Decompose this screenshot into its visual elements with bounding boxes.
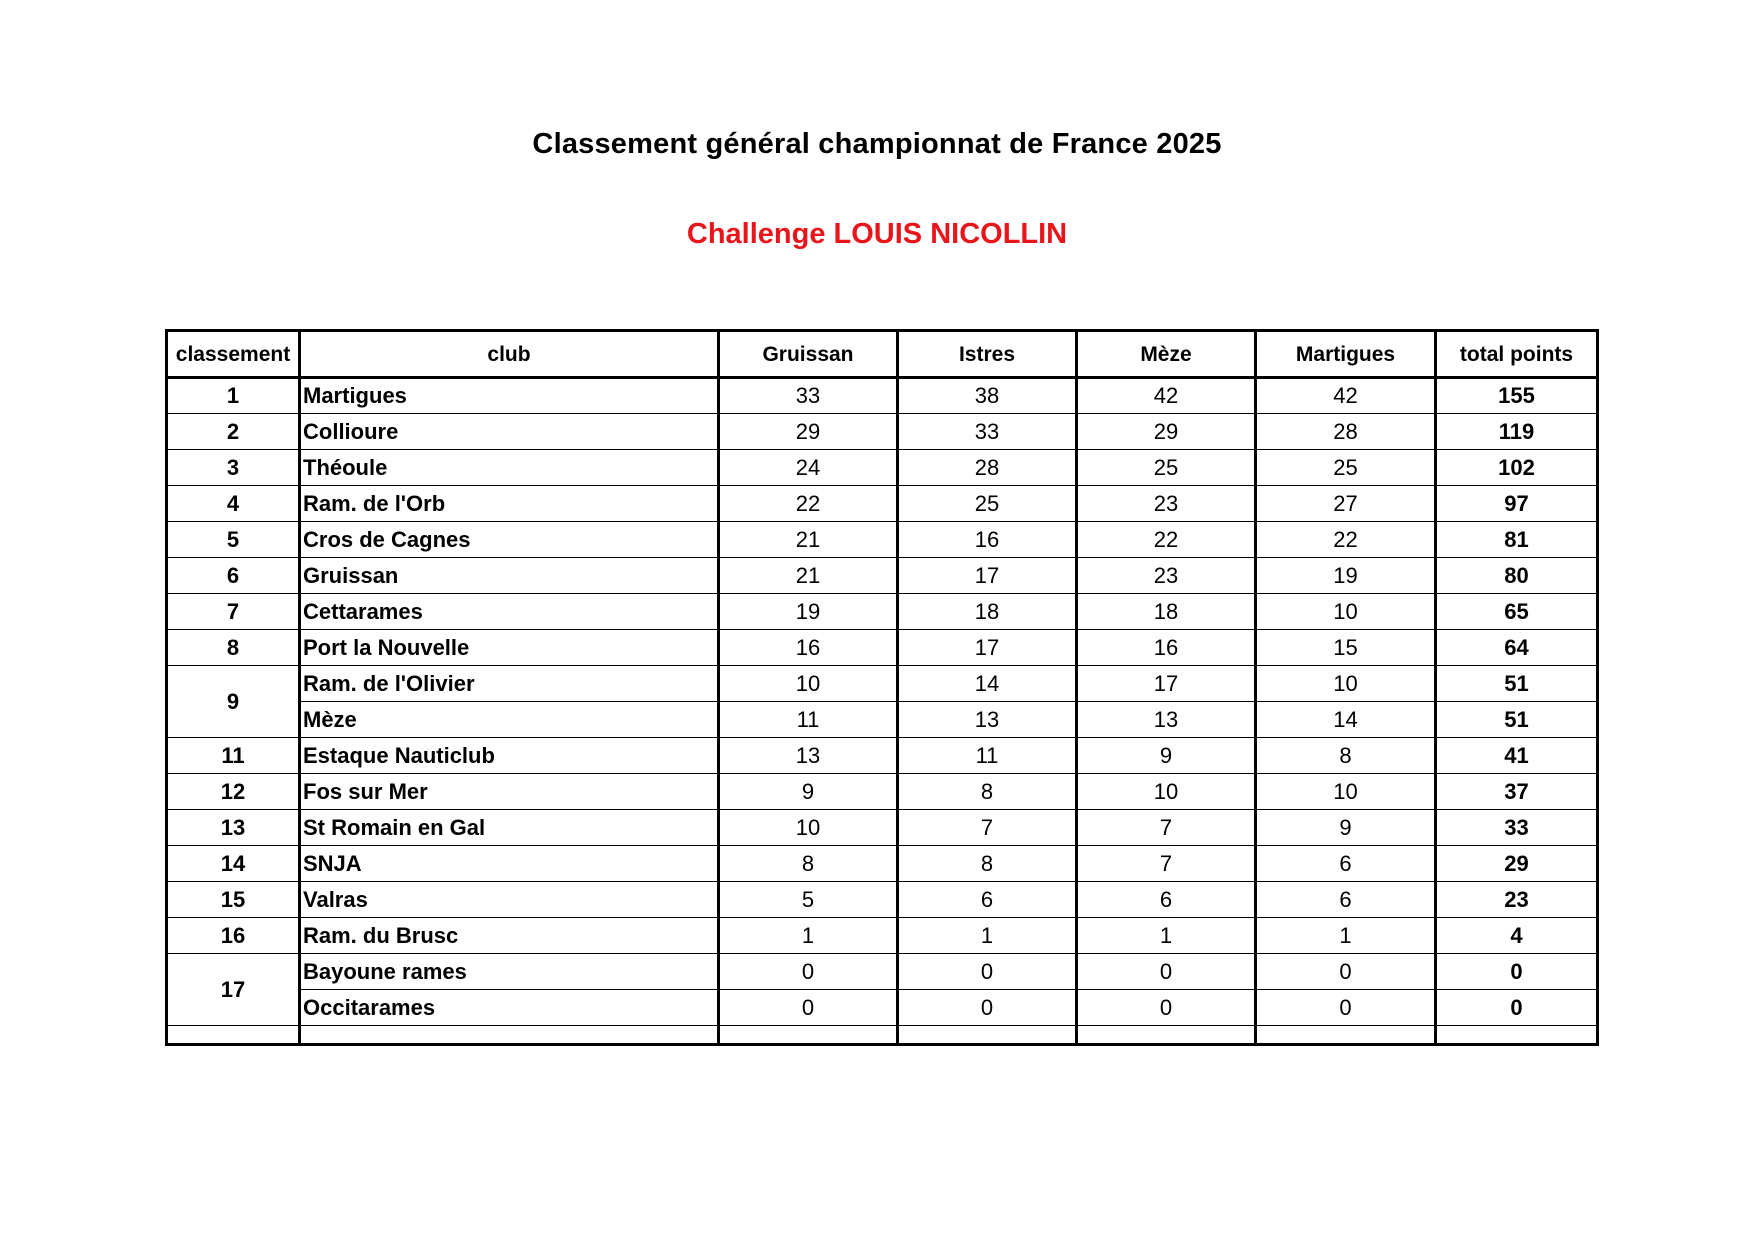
martigues-points-cell: 0 (1256, 990, 1436, 1026)
column-header-classement: classement (167, 331, 300, 378)
table-row (167, 882, 1598, 918)
table-row (167, 846, 1598, 882)
total-points-cell: 97 (1436, 486, 1598, 522)
meze-points-cell: 23 (1077, 558, 1256, 594)
gruissan-points-cell: 16 (719, 630, 898, 666)
total-points-cell: 102 (1436, 450, 1598, 486)
istres-points-cell: 25 (898, 486, 1077, 522)
istres-points-cell: 0 (898, 990, 1077, 1026)
martigues-points-cell: 27 (1256, 486, 1436, 522)
total-points-cell: 155 (1436, 378, 1598, 414)
meze-points-cell: 23 (1077, 486, 1256, 522)
gruissan-points-cell: 9 (719, 774, 898, 810)
club-cell: St Romain en Gal (300, 810, 719, 846)
gruissan-points-cell: 29 (719, 414, 898, 450)
istres-points-cell: 13 (898, 702, 1077, 738)
rank-cell: 14 (167, 846, 300, 882)
gruissan-points-cell: 10 (719, 666, 898, 702)
meze-points-cell: 17 (1077, 666, 1256, 702)
istres-points-cell: 1 (898, 918, 1077, 954)
martigues-points-cell: 8 (1256, 738, 1436, 774)
total-points-cell: 65 (1436, 594, 1598, 630)
total-points-cell: 23 (1436, 882, 1598, 918)
club-cell: Ram. du Brusc (300, 918, 719, 954)
martigues-points-cell: 19 (1256, 558, 1436, 594)
istres-points-cell: 6 (898, 882, 1077, 918)
meze-points-cell: 0 (1077, 990, 1256, 1026)
martigues-points-cell: 10 (1256, 666, 1436, 702)
club-cell: Ram. de l'Olivier (300, 666, 719, 702)
martigues-points-cell: 6 (1256, 846, 1436, 882)
martigues-points-cell: 14 (1256, 702, 1436, 738)
istres-points-cell: 8 (898, 774, 1077, 810)
table-row (167, 774, 1598, 810)
rank-cell: 13 (167, 810, 300, 846)
rank-cell: 11 (167, 738, 300, 774)
meze-points-cell: 6 (1077, 882, 1256, 918)
meze-points-cell: 0 (1077, 954, 1256, 990)
rank-cell: 2 (167, 414, 300, 450)
table-row (167, 918, 1598, 954)
empty-cell (1256, 1026, 1436, 1045)
istres-points-cell: 17 (898, 630, 1077, 666)
istres-points-cell: 7 (898, 810, 1077, 846)
table-body (167, 378, 1598, 1045)
empty-cell (1077, 1026, 1256, 1045)
column-header-club: club (300, 331, 719, 378)
club-cell: Valras (300, 882, 719, 918)
table-row (167, 378, 1598, 414)
rank-cell: 15 (167, 882, 300, 918)
meze-points-cell: 7 (1077, 810, 1256, 846)
total-points-cell: 80 (1436, 558, 1598, 594)
table-row (167, 486, 1598, 522)
club-cell: Bayoune rames (300, 954, 719, 990)
total-points-cell: 51 (1436, 666, 1598, 702)
club-cell: Mèze (300, 702, 719, 738)
rank-cell: 16 (167, 918, 300, 954)
martigues-points-cell: 6 (1256, 882, 1436, 918)
club-cell: Ram. de l'Orb (300, 486, 719, 522)
istres-points-cell: 8 (898, 846, 1077, 882)
istres-points-cell: 18 (898, 594, 1077, 630)
table-row (167, 450, 1598, 486)
gruissan-points-cell: 19 (719, 594, 898, 630)
gruissan-points-cell: 21 (719, 522, 898, 558)
martigues-points-cell: 15 (1256, 630, 1436, 666)
empty-cell (300, 1026, 719, 1045)
martigues-points-cell: 22 (1256, 522, 1436, 558)
meze-points-cell: 42 (1077, 378, 1256, 414)
column-header-istres: Istres (898, 331, 1077, 378)
club-cell: Collioure (300, 414, 719, 450)
empty-cell (719, 1026, 898, 1045)
martigues-points-cell: 9 (1256, 810, 1436, 846)
standings-table (165, 329, 1599, 1046)
table-row (167, 594, 1598, 630)
table-row (167, 666, 1598, 702)
gruissan-points-cell: 13 (719, 738, 898, 774)
total-points-cell: 29 (1436, 846, 1598, 882)
table-row (167, 522, 1598, 558)
column-header-meze: Mèze (1077, 331, 1256, 378)
rank-cell: 8 (167, 630, 300, 666)
rank-cell: 3 (167, 450, 300, 486)
martigues-points-cell: 0 (1256, 954, 1436, 990)
gruissan-points-cell: 0 (719, 990, 898, 1026)
club-cell: Gruissan (300, 558, 719, 594)
gruissan-points-cell: 8 (719, 846, 898, 882)
club-cell: SNJA (300, 846, 719, 882)
meze-points-cell: 7 (1077, 846, 1256, 882)
club-cell: Occitarames (300, 990, 719, 1026)
meze-points-cell: 18 (1077, 594, 1256, 630)
column-header-martigues: Martigues (1256, 331, 1436, 378)
gruissan-points-cell: 1 (719, 918, 898, 954)
empty-cell (167, 1026, 300, 1045)
meze-points-cell: 29 (1077, 414, 1256, 450)
empty-cell (1436, 1026, 1598, 1045)
total-points-cell: 37 (1436, 774, 1598, 810)
table-row (167, 738, 1598, 774)
empty-cell (898, 1026, 1077, 1045)
total-points-cell: 4 (1436, 918, 1598, 954)
meze-points-cell: 25 (1077, 450, 1256, 486)
meze-points-cell: 1 (1077, 918, 1256, 954)
martigues-points-cell: 1 (1256, 918, 1436, 954)
gruissan-points-cell: 11 (719, 702, 898, 738)
rank-cell: 12 (167, 774, 300, 810)
total-points-cell: 41 (1436, 738, 1598, 774)
rank-cell: 1 (167, 378, 300, 414)
table-row (167, 630, 1598, 666)
meze-points-cell: 16 (1077, 630, 1256, 666)
total-points-cell: 51 (1436, 702, 1598, 738)
gruissan-points-cell: 24 (719, 450, 898, 486)
table-row (167, 810, 1598, 846)
column-header-gruissan: Gruissan (719, 331, 898, 378)
table-row (167, 558, 1598, 594)
gruissan-points-cell: 5 (719, 882, 898, 918)
club-cell: Estaque Nauticlub (300, 738, 719, 774)
istres-points-cell: 33 (898, 414, 1077, 450)
club-cell: Martigues (300, 378, 719, 414)
istres-points-cell: 16 (898, 522, 1077, 558)
istres-points-cell: 38 (898, 378, 1077, 414)
rank-cell: 4 (167, 486, 300, 522)
martigues-points-cell: 42 (1256, 378, 1436, 414)
total-points-cell: 81 (1436, 522, 1598, 558)
column-header-total-points: total points (1436, 331, 1598, 378)
table-row (167, 990, 1598, 1026)
meze-points-cell: 10 (1077, 774, 1256, 810)
martigues-points-cell: 10 (1256, 594, 1436, 630)
rank-cell: 7 (167, 594, 300, 630)
gruissan-points-cell: 33 (719, 378, 898, 414)
total-points-cell: 119 (1436, 414, 1598, 450)
total-points-cell: 33 (1436, 810, 1598, 846)
istres-points-cell: 11 (898, 738, 1077, 774)
total-points-cell: 0 (1436, 954, 1598, 990)
club-cell: Cros de Cagnes (300, 522, 719, 558)
page-subtitle: Challenge LOUIS NICOLLIN (686, 218, 1068, 250)
total-points-cell: 64 (1436, 630, 1598, 666)
club-cell: Cettarames (300, 594, 719, 630)
istres-points-cell: 0 (898, 954, 1077, 990)
table-row (167, 954, 1598, 990)
istres-points-cell: 14 (898, 666, 1077, 702)
gruissan-points-cell: 22 (719, 486, 898, 522)
istres-points-cell: 28 (898, 450, 1077, 486)
martigues-points-cell: 10 (1256, 774, 1436, 810)
table-row (167, 702, 1598, 738)
club-cell: Théoule (300, 450, 719, 486)
meze-points-cell: 22 (1077, 522, 1256, 558)
gruissan-points-cell: 10 (719, 810, 898, 846)
meze-points-cell: 9 (1077, 738, 1256, 774)
rank-cell: 6 (167, 558, 300, 594)
meze-points-cell: 13 (1077, 702, 1256, 738)
total-points-cell: 0 (1436, 990, 1598, 1026)
gruissan-points-cell: 0 (719, 954, 898, 990)
rank-cell: 17 (167, 954, 300, 1026)
rank-cell: 9 (167, 666, 300, 738)
martigues-points-cell: 28 (1256, 414, 1436, 450)
martigues-points-cell: 25 (1256, 450, 1436, 486)
club-cell: Fos sur Mer (300, 774, 719, 810)
table-row (167, 414, 1598, 450)
page-title: Classement général championnat de France 2025 (532, 128, 1222, 160)
club-cell: Port la Nouvelle (300, 630, 719, 666)
rank-cell: 5 (167, 522, 300, 558)
istres-points-cell: 17 (898, 558, 1077, 594)
empty-table-row (167, 1026, 1598, 1045)
gruissan-points-cell: 21 (719, 558, 898, 594)
table-header-row (167, 331, 1598, 378)
